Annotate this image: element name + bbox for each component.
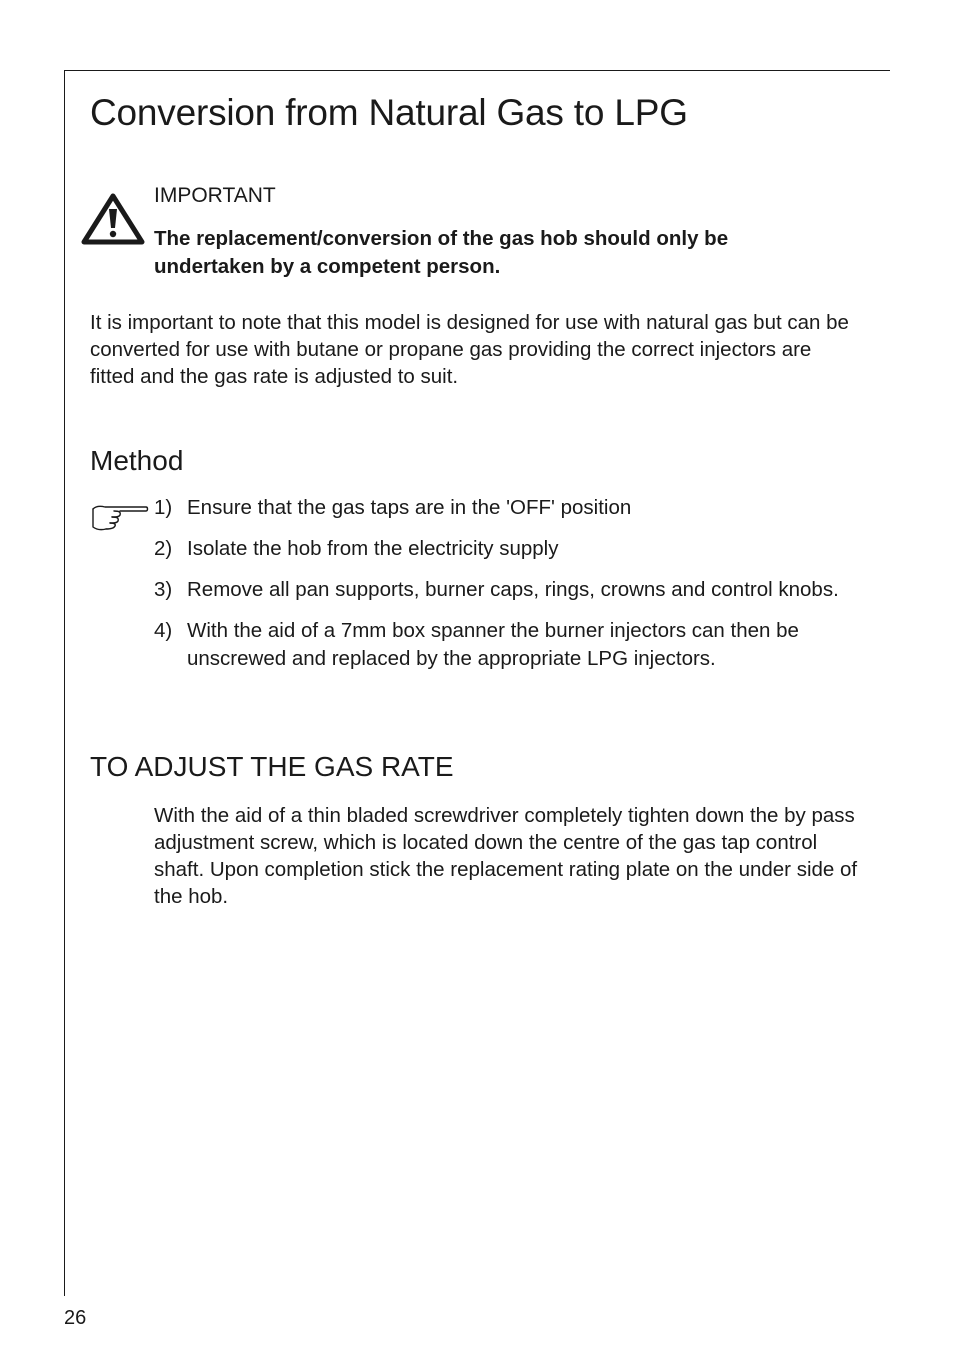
warning-triangle-icon [80, 192, 146, 246]
step-number: 4) [154, 619, 173, 642]
step-number: 3) [154, 578, 173, 601]
method-step [154, 576, 864, 604]
method-step [154, 535, 864, 563]
important-label: IMPORTANT [154, 184, 276, 207]
pointing-hand-icon [90, 500, 150, 532]
intro-paragraph: It is important to note that this model is designed for use with natural gas but can be converted for use with butane or propane gas providing the correct injectors are fitted and the gas rate is adjusted to suit. [90, 311, 849, 388]
left-rule [64, 70, 65, 1296]
method-step [154, 494, 864, 522]
page-number: 26 [64, 1307, 87, 1329]
step-text: Ensure that the gas taps are in the 'OFF' position [187, 496, 632, 519]
method-steps [154, 494, 864, 686]
method-step [154, 617, 864, 673]
step-number: 1) [154, 496, 173, 519]
step-number: 2) [154, 537, 173, 560]
method-heading: Method [90, 445, 184, 476]
top-rule [64, 70, 890, 71]
adjust-gas-rate-text: With the aid of a thin bladed screwdriver completely tighten down the by pass adjustment screw, which is located down the centre of the gas tap control shaft. Upon completion stick the replacement rating plate on the under side of the hob. [154, 804, 858, 908]
important-text: The replacement/conversion of the gas hob should only be undertaken by a competent person. [154, 227, 729, 278]
adjust-gas-rate-heading: TO ADJUST THE GAS RATE [90, 751, 454, 782]
step-text: With the aid of a 7mm box spanner the burner injectors can then be unscrewed and replaced by the appropriate LPG injectors. [187, 619, 799, 670]
step-text: Isolate the hob from the electricity supply [187, 537, 559, 560]
page-title: Conversion from Natural Gas to LPG [90, 92, 688, 133]
step-text: Remove all pan supports, burner caps, rings, crowns and control knobs. [187, 578, 839, 601]
